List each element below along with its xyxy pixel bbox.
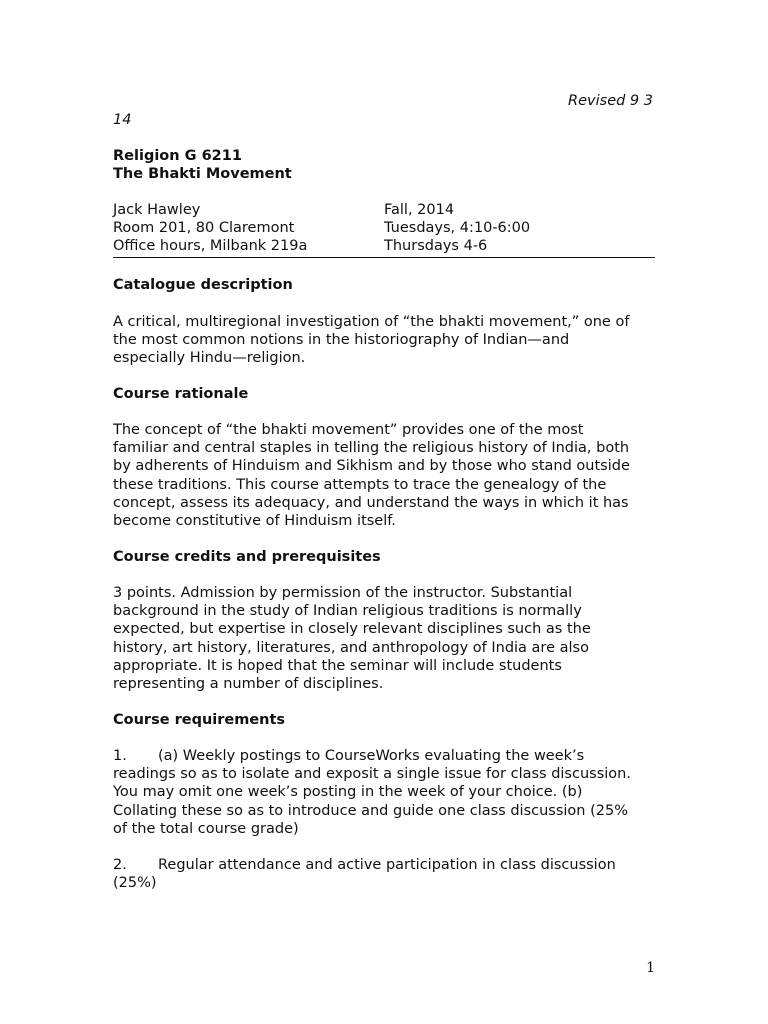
course-number: Religion G 6211 xyxy=(113,148,242,164)
requirement-number: 2. xyxy=(113,857,127,873)
office-hours: Office hours, Milbank 219a xyxy=(113,238,308,254)
revision-date: Revised 9 3 xyxy=(568,93,653,109)
requirement-first-line xyxy=(113,747,673,765)
paragraph-line: familiar and central staples in telling the religious history of India, both xyxy=(113,440,630,457)
catalogue-paragraph xyxy=(113,313,673,368)
paragraph-line: (25%) xyxy=(113,875,157,892)
paragraph-line: the most common notions in the historiography of Indian—and xyxy=(113,332,570,349)
paragraph-line: You may omit one week’s posting in the week of your choice. (b) xyxy=(113,784,583,801)
requirement-first-line xyxy=(113,856,673,874)
rationale-paragraph xyxy=(113,421,673,530)
paragraph-line: background in the study of Indian religious traditions is normally xyxy=(113,603,582,620)
semester: Fall, 2014 xyxy=(384,202,455,218)
requirement-number: 1. xyxy=(113,748,127,764)
requirement-text: Regular attendance and active participation in class discussion xyxy=(158,857,616,873)
paragraph-line: concept, assess its adequacy, and understand the ways in which it has xyxy=(113,494,629,511)
room-info: Room 201, 80 Claremont xyxy=(113,220,295,236)
requirement-item-1 xyxy=(113,747,673,838)
paragraph-line: The concept of “the bhakti movement” provides one of the most xyxy=(113,422,584,438)
revision-date-year: 14 xyxy=(113,112,132,128)
requirement-item-2 xyxy=(113,856,673,892)
header-divider xyxy=(113,257,655,258)
paragraph-line: history, art history, literatures, and anthropology of India are also xyxy=(113,639,589,656)
paragraph-line: appropriate. It is hoped that the seminar will include students xyxy=(113,657,562,674)
paragraph-line: readings so as to isolate and exposit a single issue for class discussion. xyxy=(113,766,631,783)
catalogue-heading: Catalogue description xyxy=(113,277,293,293)
rationale-heading: Course rationale xyxy=(113,386,249,402)
paragraph-line: become constitutive of Hinduism itself. xyxy=(113,513,396,530)
credits-heading: Course credits and prerequisites xyxy=(113,549,381,565)
requirements-heading: Course requirements xyxy=(113,712,286,728)
paragraph-line: representing a number of disciplines. xyxy=(113,676,384,693)
instructor-name: Jack Hawley xyxy=(113,202,201,218)
paragraph-line: these traditions. This course attempts to trace the genealogy of the xyxy=(113,476,607,493)
course-title: The Bhakti Movement xyxy=(113,166,292,182)
paragraph-line: expected, but expertise in closely relevant disciplines such as the xyxy=(113,621,591,638)
paragraph-line: A critical, multiregional investigation of “the bhakti movement,” one of xyxy=(113,314,630,330)
paragraph-line: of the total course grade) xyxy=(113,820,299,837)
class-time: Tuesdays, 4:10-6:00 xyxy=(384,220,531,236)
office-hours-time: Thursdays 4-6 xyxy=(384,238,488,254)
paragraph-line: by adherents of Hinduism and Sikhism and by those who stand outside xyxy=(113,458,630,475)
paragraph-line: Collating these so as to introduce and guide one class discussion (25% xyxy=(113,802,628,819)
requirement-text: (a) Weekly postings to CourseWorks evaluating the week’s xyxy=(158,748,585,764)
paragraph-line: especially Hindu—religion. xyxy=(113,350,306,367)
credits-paragraph xyxy=(113,584,673,693)
page-number: 1 xyxy=(646,960,655,976)
paragraph-line: 3 points. Admission by permission of the instructor. Substantial xyxy=(113,585,573,601)
